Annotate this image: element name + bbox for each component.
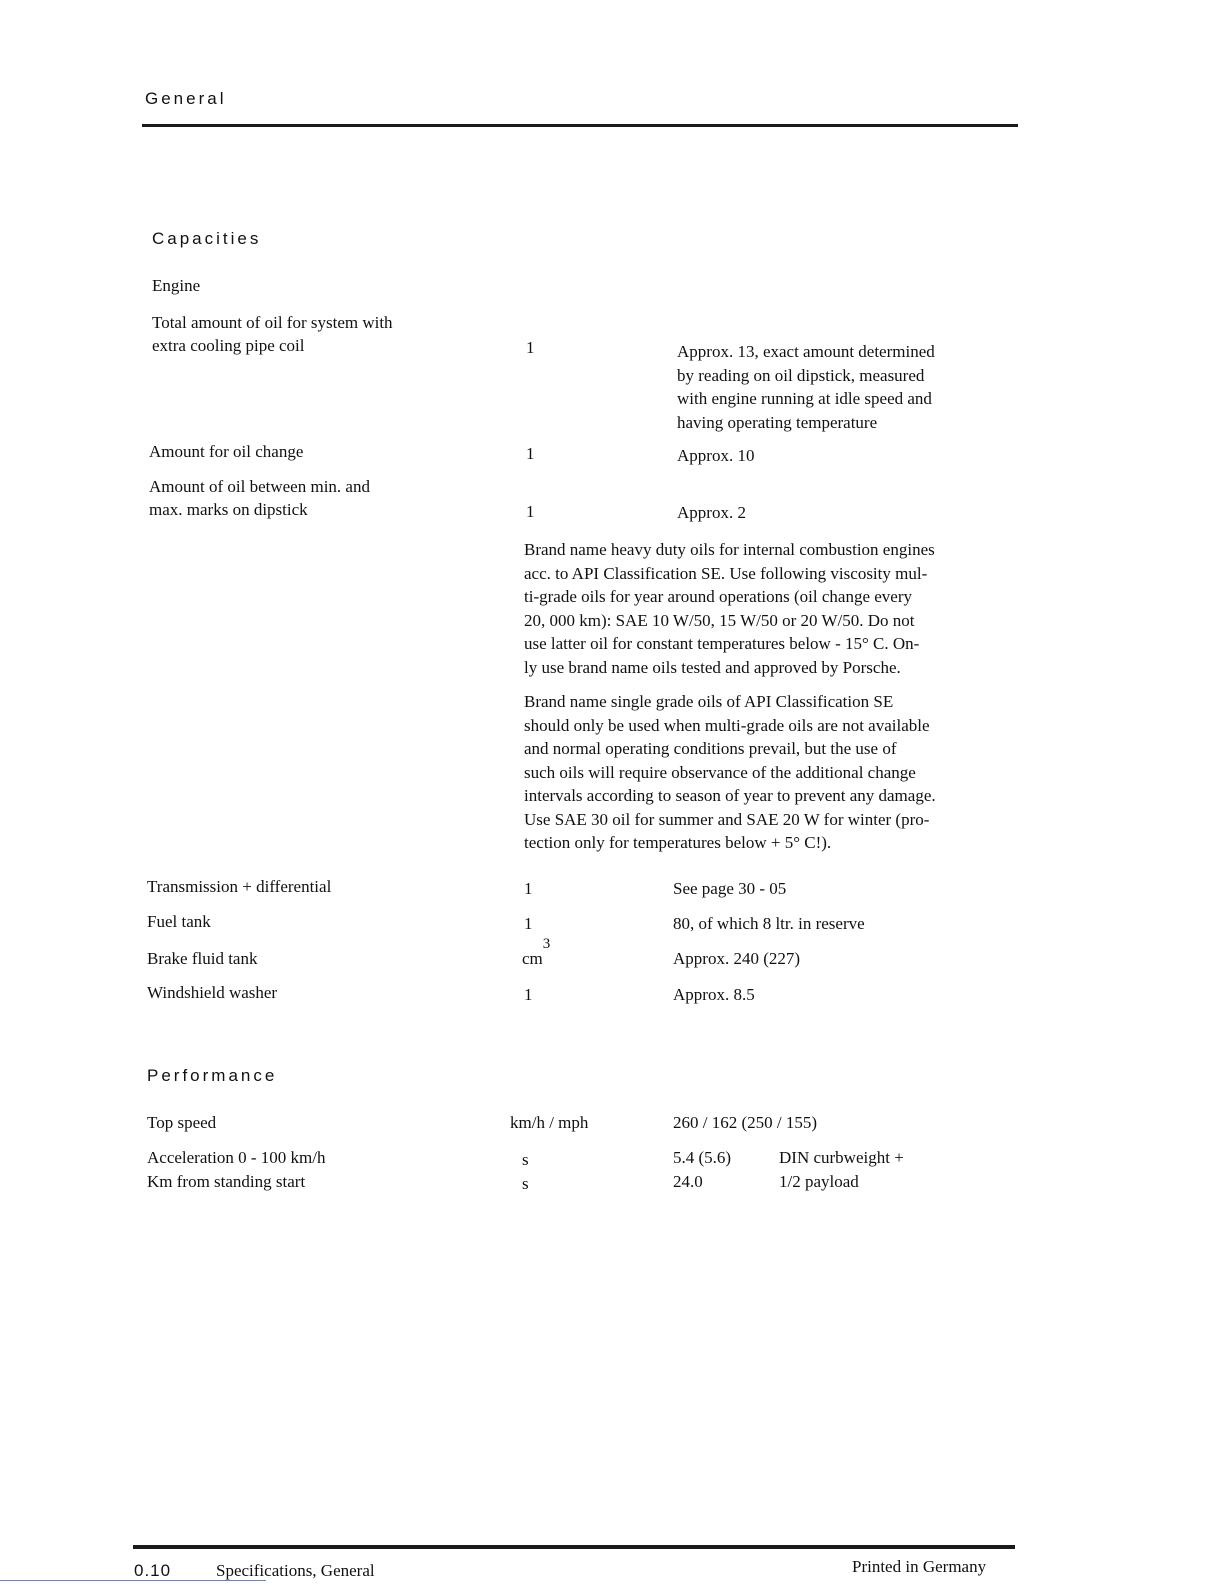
oil-change-label: Amount for oil change: [149, 442, 304, 461]
engine-label: Engine: [152, 276, 201, 295]
km-standing-label: Km from standing start: [147, 1172, 306, 1191]
capacities-heading: Capacities: [152, 229, 262, 248]
row-label: Fuel tank: [147, 912, 211, 931]
footer-rule: [133, 1545, 1015, 1549]
row-unit: [522, 936, 551, 969]
header-title: General: [145, 89, 227, 108]
paragraph-line: should only be used when multi-grade oils are not available: [524, 715, 930, 735]
top-speed-value: 260 / 162 (250 / 155): [673, 1113, 818, 1132]
footer-section: Specifications, General: [216, 1561, 375, 1580]
paragraph-line: ly use brand name oils tested and approved by Porsche.: [524, 657, 901, 677]
row-unit: 1: [524, 985, 533, 1004]
paragraph-line: such oils will require observance of the additional change: [524, 762, 916, 782]
total-oil-label-2: extra cooling pipe coil: [152, 336, 305, 355]
oil-between-unit: 1: [526, 502, 535, 521]
acceleration-note: DIN curbweight +: [779, 1148, 904, 1167]
oil-between-label-2: max. marks on dipstick: [149, 500, 308, 519]
paragraph-line: Brand name heavy duty oils for internal combustion engines: [524, 540, 935, 559]
total-oil-value-line: having operating temperature: [677, 412, 878, 432]
oil-between-label-1: Amount of oil between min. and: [149, 477, 370, 496]
multigrade-paragraph: [524, 538, 1024, 679]
total-oil-value: [677, 340, 1177, 434]
paragraph-line: Use SAE 30 oil for summer and SAE 20 W for winter (pro-: [524, 809, 930, 829]
performance-heading: Performance: [147, 1066, 278, 1085]
top-speed-unit: km/h / mph: [510, 1113, 589, 1132]
acceleration-unit: s: [522, 1150, 529, 1169]
row-unit: 1: [524, 879, 533, 898]
km-standing-unit: s: [522, 1174, 529, 1193]
total-oil-value-line: by reading on oil dipstick, measured: [677, 365, 925, 385]
row-value: Approx. 8.5: [673, 985, 755, 1004]
paragraph-line: ti-grade oils for year around operations (oil change every: [524, 587, 913, 606]
paragraph-line: use latter oil for constant temperatures below - 15° C. On-: [524, 634, 920, 653]
oil-change-value: Approx. 10: [677, 446, 755, 465]
paragraph-line: and normal operating conditions prevail, but the use of: [524, 739, 897, 758]
scan-edge-line: [0, 1580, 266, 1581]
acceleration-label: Acceleration 0 - 100 km/h: [147, 1148, 326, 1167]
oil-between-value: Approx. 2: [677, 503, 746, 522]
footer-page-number: 0.10: [134, 1561, 172, 1580]
top-speed-label: Top speed: [147, 1113, 217, 1132]
total-oil-label-1: Total amount of oil for system with: [152, 313, 393, 332]
total-oil-unit: 1: [526, 338, 535, 357]
row-unit: 1: [524, 914, 533, 933]
row-unit-superscript: 3: [542, 936, 551, 953]
row-value: See page 30 - 05: [673, 879, 787, 898]
row-label: Windshield washer: [147, 983, 278, 1002]
singlegrade-paragraph: [524, 690, 1024, 855]
acceleration-value: 5.4 (5.6): [673, 1148, 732, 1167]
row-label: Brake fluid tank: [147, 949, 258, 968]
row-unit-text: cm: [522, 949, 543, 968]
footer-printed: Printed in Germany: [852, 1557, 987, 1576]
total-oil-value-line: with engine running at idle speed and: [677, 389, 932, 408]
row-value: Approx. 240 (227): [673, 949, 801, 968]
km-standing-value: 24.0: [673, 1172, 703, 1191]
paragraph-line: Brand name single grade oils of API Classification SE: [524, 692, 894, 711]
paragraph-line: intervals according to season of year to prevent any damage.: [524, 786, 936, 805]
paragraph-line: tection only for temperatures below + 5° C!).: [524, 833, 832, 852]
km-standing-note: 1/2 payload: [779, 1172, 859, 1191]
paragraph-line: acc. to API Classification SE. Use following viscosity mul-: [524, 563, 928, 583]
row-label: Transmission + differential: [147, 877, 332, 896]
row-value: 80, of which 8 ltr. in reserve: [673, 914, 865, 933]
paragraph-line: 20, 000 km): SAE 10 W/50, 15 W/50 or 20 W/50. Do not: [524, 610, 915, 630]
oil-change-unit: 1: [526, 444, 535, 463]
total-oil-value-line: Approx. 13, exact amount determined: [677, 342, 935, 361]
header-rule: [142, 124, 1018, 127]
